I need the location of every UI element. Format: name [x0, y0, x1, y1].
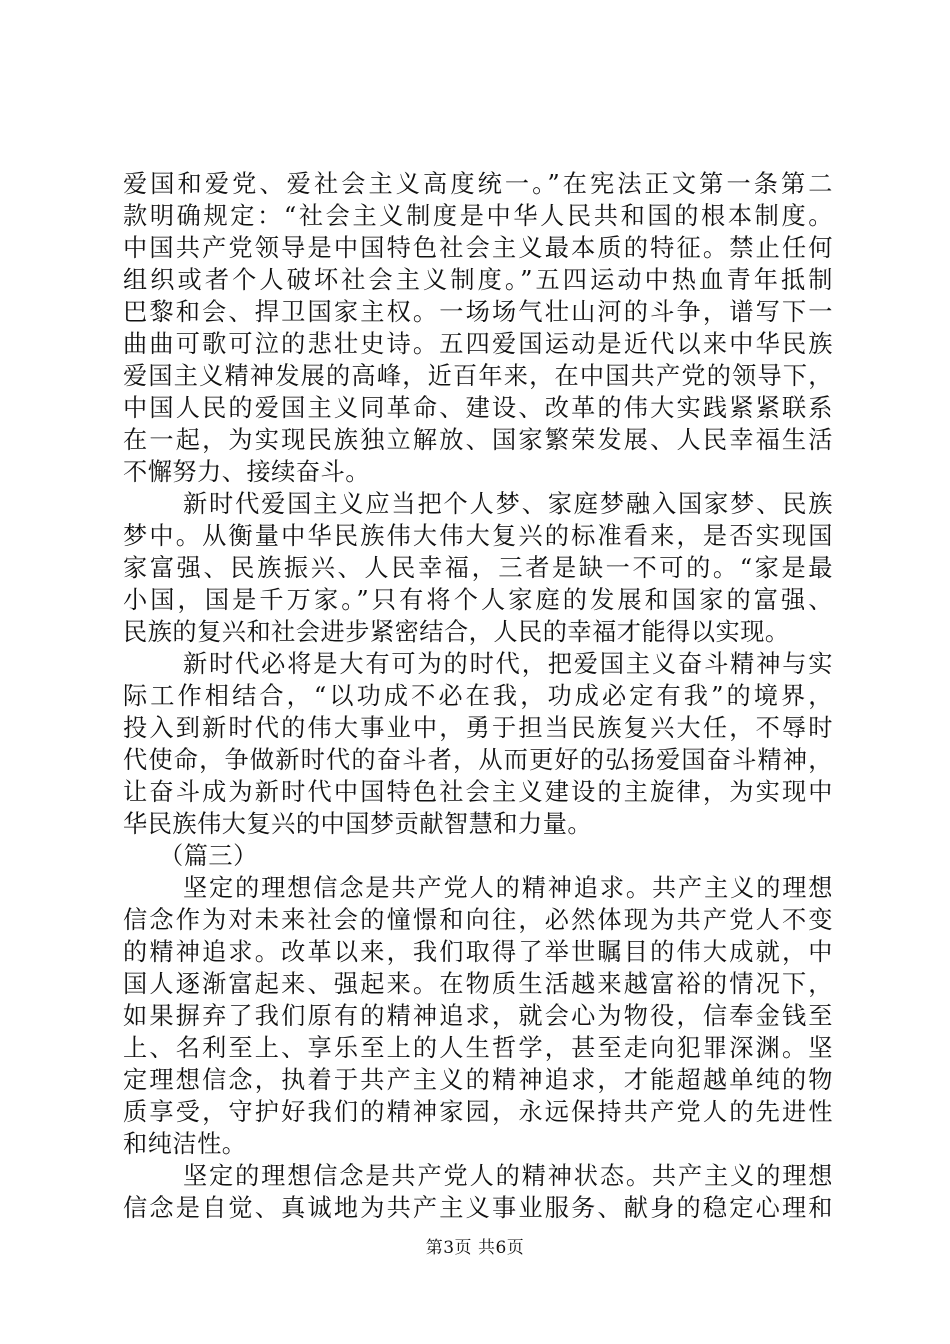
text-line: 代使命，争做新时代的奋斗者，从而更好的弘扬爱国奋斗精神， — [123, 746, 833, 774]
text-line: 爱国主义精神发展的高峰，近百年来，在中国共产党的领导下， — [123, 362, 833, 390]
body-text — [123, 168, 833, 1224]
text-line: 信念作为对未来社会的憧憬和向往，必然体现为共产党人不变 — [123, 906, 833, 934]
text-line: 款明确规定：“社会主义制度是中华人民共和国的根本制度。 — [123, 202, 833, 230]
text-line: 梦中。从衡量中华民族伟大伟大复兴的标准看来，是否实现国 — [123, 522, 833, 550]
page-footer: 第3页 共6页 — [425, 1238, 525, 1258]
text-line: 家富强、民族振兴、人民幸福，三者是缺一不可的。“家是最 — [123, 554, 833, 582]
text-line: 坚定的理想信念是共产党人的精神追求。共产主义的理想 — [183, 874, 833, 902]
section-heading: （篇三） — [159, 842, 258, 870]
text-line: 小国，国是千万家。”只有将个人家庭的发展和国家的富强、 — [123, 586, 833, 614]
text-line: 国人逐渐富起来、强起来。在物质生活越来越富裕的情况下， — [123, 970, 833, 998]
text-line: 组织或者个人破坏社会主义制度。”五四运动中热血青年抵制 — [123, 266, 833, 294]
text-line: 爱国和爱党、爱社会主义高度统一。”在宪法正文第一条第二 — [123, 170, 833, 198]
text-line: 中国共产党领导是中国特色社会主义最本质的特征。禁止任何 — [123, 234, 833, 262]
text-line: 的精神追求。改革以来，我们取得了举世瞩目的伟大成就，中 — [123, 938, 833, 966]
text-line: 不懈努力、接续奋斗。 — [123, 458, 370, 486]
text-line: 投入到新时代的伟大事业中，勇于担当民族复兴大任，不辱时 — [123, 714, 833, 742]
text-line: 新时代必将是大有可为的时代，把爱国主义奋斗精神与实 — [183, 650, 833, 678]
text-line: 上、名利至上、享乐至上的人生哲学，甚至走向犯罪深渊。坚 — [123, 1034, 833, 1062]
text-line: 信念是自觉、真诚地为共产主义事业服务、献身的稳定心理和 — [123, 1194, 833, 1222]
text-line: 中国人民的爱国主义同革命、建设、改革的伟大实践紧紧联系 — [123, 394, 833, 422]
text-line: 定理想信念，执着于共产主义的精神追求，才能超越单纯的物 — [123, 1066, 833, 1094]
text-line: 坚定的理想信念是共产党人的精神状态。共产主义的理想 — [183, 1162, 833, 1190]
text-line: 巴黎和会、捍卫国家主权。一场场气壮山河的斗争，谱写下一 — [123, 298, 833, 326]
text-line: 在一起，为实现民族独立解放、国家繁荣发展、人民幸福生活 — [123, 426, 833, 454]
text-line: 华民族伟大复兴的中国梦贡献智慧和力量。 — [123, 810, 593, 838]
text-line: 让奋斗成为新时代中国特色社会主义建设的主旋律，为实现中 — [123, 778, 833, 806]
text-line: 际工作相结合，“以功成不必在我，功成必定有我”的境界， — [123, 682, 833, 710]
text-line: 和纯洁性。 — [123, 1130, 247, 1158]
text-line: 新时代爱国主义应当把个人梦、家庭梦融入国家梦、民族 — [183, 490, 833, 518]
text-line: 民族的复兴和社会进步紧密结合，人民的幸福才能得以实现。 — [123, 618, 790, 646]
text-line: 质享受，守护好我们的精神家园，永远保持共产党人的先进性 — [123, 1098, 833, 1126]
text-line: 曲曲可歌可泣的悲壮史诗。五四爱国运动是近代以来中华民族 — [123, 330, 833, 358]
text-line: 如果摒弃了我们原有的精神追求，就会心为物役，信奉金钱至 — [123, 1002, 833, 1030]
